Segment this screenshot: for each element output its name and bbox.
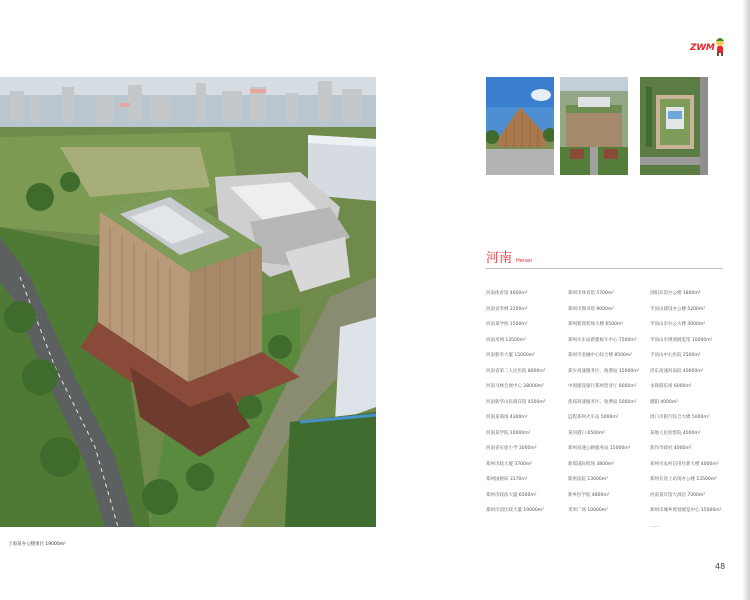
project-item: 郑州新郑机场大楼 6500m² [568,322,624,327]
project-item: 河南新华山民商宾馆 4500m² [486,399,546,405]
project-item: 新乡医学院 4800m² [568,492,610,498]
thumbnail-photo-1 [486,77,554,175]
mascot-icon [713,36,727,56]
project-item: 周口市银行综合大楼 5000m² [650,415,710,420]
project-item: 永锋游乐场 6000m² [650,384,692,389]
project-item: 郑州市政法大厦 6500m² [486,492,537,498]
project-item: 郑州市图书馆 9000m² [568,306,615,312]
project-item: 米米广场 10000m² [568,508,608,513]
building-aerial-photo [0,77,376,527]
project-item: 河南省米网 2200m² [486,306,528,312]
project-item: 河南某商场 4300m² [486,415,528,420]
aerial-photo-illustration [0,77,376,527]
project-item: 河南某宾馆大酒店 7000m² [650,492,706,498]
project-item: 济东高速河南段 40000m² [650,368,704,374]
project-item: 平顶山中心医院 2500m² [650,353,701,358]
project-item: 平顶山市规划展览馆 10000m² [650,337,713,343]
project-item: 郑州市政大厦 3700m² [486,461,533,467]
project-column-1 [486,286,568,519]
project-item: 某河港口 6500m² [568,430,606,436]
project-item: 焦郑高速服务区、收费站 5000m² [568,399,637,405]
page-number: 48 [715,562,726,571]
section-title-en: Henan [516,258,533,264]
project-item: 郑州市园区政大厦 19000m² [486,508,544,513]
project-item: 河南体育馆 4600m² [486,291,528,296]
project-item: 濮阳 4000m² [650,399,679,405]
project-item: 郑州火车站新建候车中心 7500m² [568,337,637,343]
project-item: 新密法院 13000m² [568,477,608,482]
page-edge-shadow [742,0,750,600]
company-logo [690,36,726,58]
heading-divider [486,268,723,269]
project-item: 河南某学校 1500m² [486,322,528,327]
project-item: 远程郑州火车站 5000m² [568,415,619,420]
thumbnail-photo-3 [640,77,708,175]
project-item: 河南新米大厦 15000m² [486,353,535,358]
project-item: 新郑国际机场 3800m² [568,461,615,467]
project-item: 河南马林会展中心 28000m² [486,384,544,389]
project-item: 河南米网 13500m² [486,337,526,343]
section-heading [486,247,532,266]
project-item: 洛阳宾馆办公楼 1800m² [650,291,701,296]
project-item: 郑州长途上站场办公楼 13500m² [650,477,717,482]
project-item: 河南省第二人民医院 8000m² [486,368,546,374]
project-item: 郑州市金融中心综合楼 8500m² [568,353,633,358]
thumbnail-photo-2 [560,77,628,175]
project-item: 中国建设银行郑州营业厅 8000m² [568,384,637,389]
project-item: 河南省实验小学 3000m² [486,446,537,451]
project-item: 邓州市农村信用社新大楼 4000m² [650,461,719,467]
project-item: 郑州市体育馆 5700m² [568,291,615,296]
project-item: 焦作市政府 4000m² [650,446,692,451]
project-item: 郑少高速服务区、收费站 15000m² [568,368,640,374]
photo-caption: 上海某办公楼项目 19000m² [8,542,66,547]
project-item: 河南某学院 10000m² [486,430,531,436]
logo-text: ZWM [690,43,715,53]
project-item: 平顶山市办公大楼 4000m² [650,322,706,327]
project-item: …… [650,523,659,529]
project-column-2 [568,286,650,519]
project-column-3 [650,286,732,534]
project-item: 郑州高速公路服务站 15000m² [568,446,631,451]
project-item: 某地人民检察院 4000m² [650,430,701,436]
project-item: 平顶山建设办公楼 5200m² [650,306,706,312]
project-item: 郑州国税局 3170m² [486,477,528,482]
project-item: 郑州市城乡规划展览中心 15000m² [650,508,722,513]
section-title-zh: 河南 [486,251,513,266]
